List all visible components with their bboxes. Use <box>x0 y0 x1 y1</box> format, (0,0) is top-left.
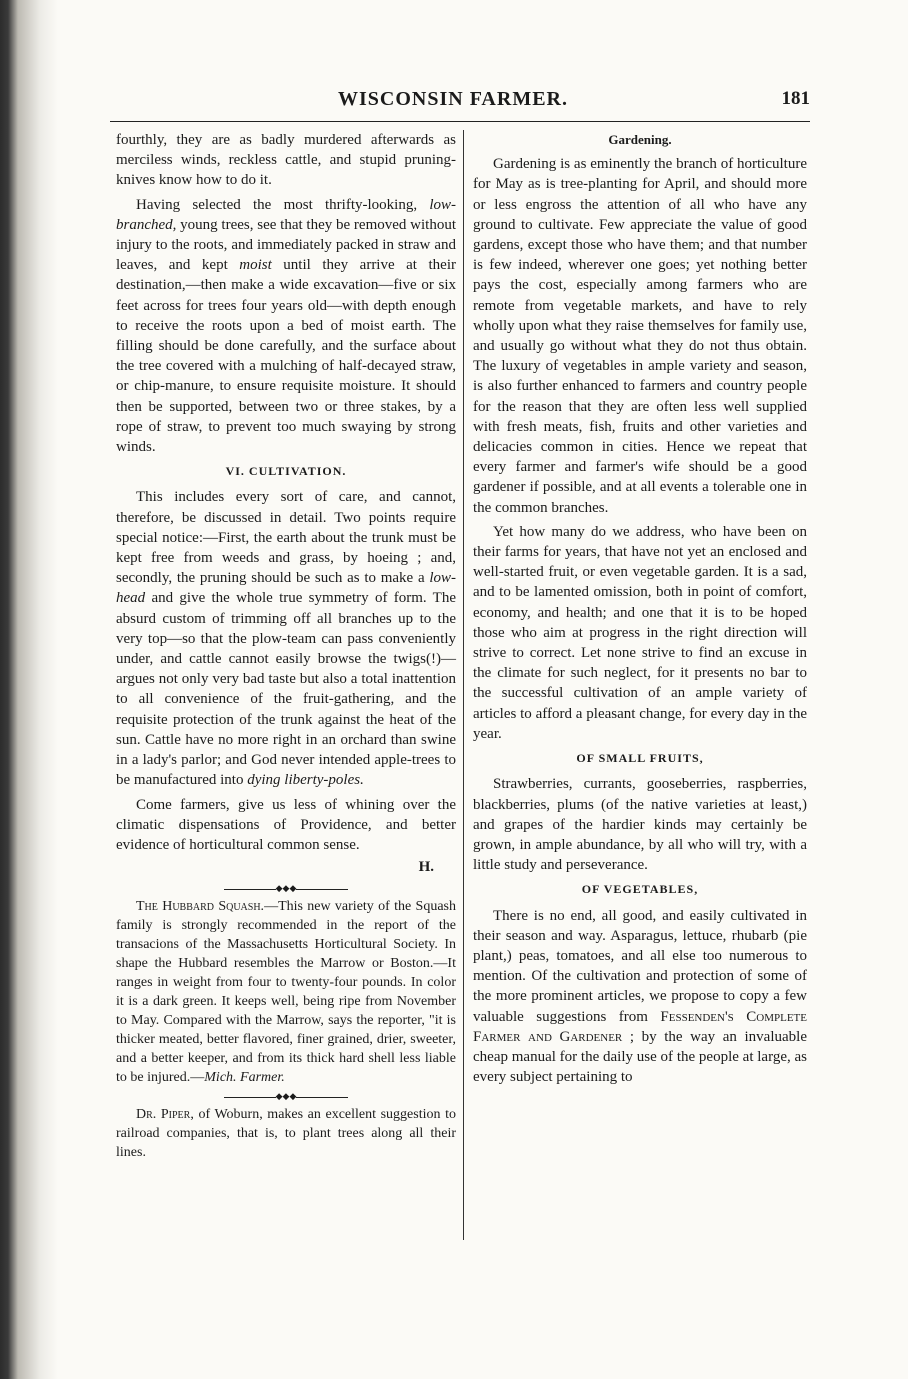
paragraph: Come farmers, give us less of whining over the climatic dispensations of Providence, and better evidence of horticultural common sense. <box>116 796 456 853</box>
paragraph: Yet how many do we address, who have been on their farms for years, that have not yet an enclosed and well-started fruit, or even vegetable garden. It is a sad, and to be lamented omission, both in point of comfort, economy, and health; and one that it is to be hoped those who aim at progress in the right direction will strive to correct. Let none strive to find an excuse in the climate for such neglect, for it presents no bar to the successful cultivation of an ample variety of articles to afford a pleasant change, for every day in the year. <box>473 523 807 742</box>
paragraph: Having selected the most thrifty-looking, low-branched, young trees, see that they be removed without injury to the roots, and immediately packed in straw and leaves, and kept moist until they arrive at their destination,—then make a wide excavation—five or six feet across for trees four years old—with depth enough to receive the roots upon a bed of moist earth. The filling should be done carefully, and the surface about the tree covered with a mulching of half-decayed straw, or chip-manure, to ensure requisite moisture. It should then be supported, between two or three stakes, by a rope of straw, to prevent too much swaying by strong winds. <box>116 196 456 456</box>
piper-item: Dr. Piper, of Woburn, makes an excellent suggestion to railroad companies, that is, to plant trees along all their lines. <box>116 1107 456 1161</box>
paragraph: Gardening is as eminently the branch of horticulture for May as is tree-planting for April, and should more or less engross the attention of all who have any ground to cultivate. Few appreciate the value of good gardens, except those who have them; and that number is few indeed, wherever one goes; yet nothing better pays the cost, especially among farmers who are remote from vegetable markets, and have to rely wholly upon what they raise themselves for family use, and usually go without what they do not thus obtain. The luxury of vegetables in ample variety and season, is also further enhanced to farmers and country people for the reason that they are often less well supplied with fresh meats, fish, fruits and other varieties and delicacies common in cities. Hence we repeat that every farmer and farmer's wife should be a good gardener if possible, and at all events a tolerable one in the common branches. <box>473 156 807 516</box>
left-column <box>116 130 456 1166</box>
paragraph: This includes every sort of care, and cannot, therefore, be discussed in detail. Two points require special notice:—First, the earth about the trunk must be kept free from weeds and grass, by hoeing ; and, secondly, the pruning should be such as to make a low-head and give the whole true symmetry of form. The absurd custom of trimming off all branches up to the very top—so that the plow-team can pass conveniently under, and cattle cannot easily browse the twigs(!)—argues not only very bad taste but also a total inattention to all convenience of the fruit-gathering, and the requisite protection of the trunk against the heat of the sun. Cattle have no more right in an orchard than swine in a lady's parlor; and God never intended apple-trees to be manufactured into dying liberty-poles. <box>116 489 456 789</box>
header-rule <box>110 121 810 122</box>
signature: H. <box>418 859 434 876</box>
right-column <box>473 130 807 1091</box>
ornament-divider: ◆◆◆ <box>116 1091 456 1101</box>
section-heading: Gardening. <box>608 132 672 147</box>
section-heading: OF VEGETABLES, <box>581 882 699 897</box>
section-heading: OF SMALL FRUITS, <box>576 751 704 766</box>
paragraph: Strawberries, currants, gooseberries, raspberries, blackberries, plums (of the native varieties at least,) and grapes of the hardier kinds may certainly be grown, in ample abundance, by all who will try, with a little study and perseverance. <box>473 776 807 874</box>
section-heading: VI. CULTIVATION. <box>225 464 347 479</box>
page-gutter-shadow <box>0 0 58 1379</box>
journal-title: WISCONSIN FARMER. <box>338 88 568 110</box>
column-divider <box>463 130 464 1240</box>
paragraph: There is no end, all good, and easily cultivated in their season and way. Asparagus, lettuce, rhubarb (pie plant,) peas, tomatoes, and all else too numerous to mention. Of the cultivation and protection of some of the more prominent articles, we propose to copy a few valuable suggestions from Fessenden's Complete Farmer and Gardener ; by the way an invaluable cheap manual for the daily use of the people at large, as every subject pertaining to <box>473 907 807 1086</box>
hubbard-squash-item: The Hubbard Squash.—This new variety of the Squash family is strongly recommended in the report of the transacions of the Massachusetts Horticultural Society. In shape the Hubbard resembles the Marrow or Boston.—It ranges in weight from four to twenty-four pounds. In color it is a dark green. It keeps well, being ripe from November to May. Compared with the Marrow, says the reporter, "it is thicker meated, better flavored, finer grained, drier, sweeter, and a better keeper, and from its thick hard shell less liable to be injured.—Mich. Farmer. <box>116 899 456 1086</box>
paragraph: fourthly, they are as badly murdered afterwards as merciless winds, reckless cattle, and stupid pruning-knives know how to do it. <box>116 132 456 189</box>
page-number: 181 <box>781 88 810 109</box>
ornament-divider: ◆◆◆ <box>116 883 456 893</box>
running-header <box>110 84 810 116</box>
